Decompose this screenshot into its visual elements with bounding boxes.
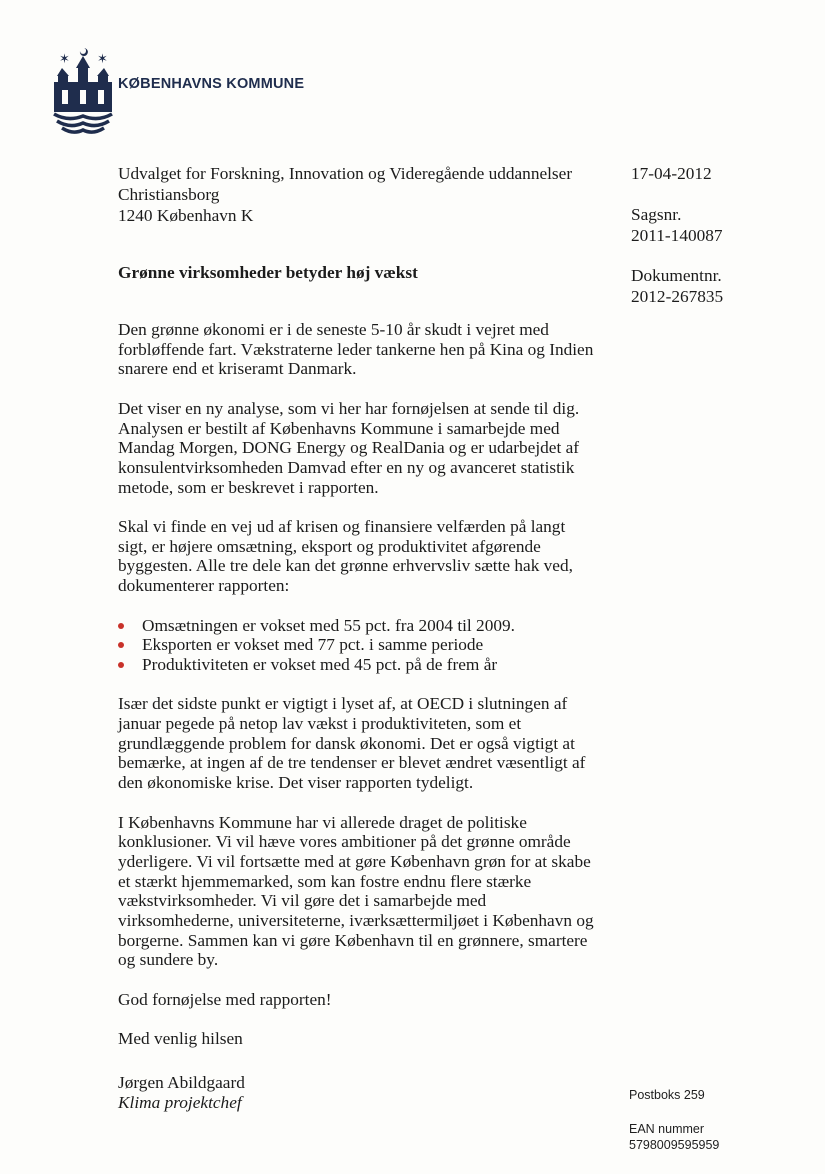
recipient-line: Udvalget for Forskning, Innovation og Videregående uddannelser — [118, 164, 573, 183]
paragraph: Den grønne økonomi er i de seneste 5-10 år skudt i vejret med forbløffende fart. Vækstraterne leder tankerne hen på Kina og Indien snarere end et kriseramt Danmark. — [118, 320, 594, 379]
document-meta — [631, 163, 723, 326]
paragraph: I Københavns Kommune har vi allerede draget de politiske konklusioner. Vi vil hæve vores ambitioner på det grønne område yderligere. Vi vil fortsætte med at gøre København grøn for at skabe et stærkt hjemmemarked, som kan fostre endnu flere stærke vækstvirksomheder. Vi vil gøre det i samarbejde med virksomhederne, universiteterne, iværksættermiljøet i København og borgerne. Sammen kan vi gøre København til en grønnere, smartere og sundere by. — [118, 812, 594, 970]
svg-text:✶: ✶ — [97, 52, 108, 67]
bullet-icon — [118, 662, 124, 668]
bullet-icon — [118, 642, 124, 648]
paragraph: Det viser en ny analyse, som vi her har fornøjelsen at sende til dig. Analysen er bestilt af Københavns Kommune i samarbejde med Mandag Morgen, DONG Energy og RealDania og er udarbejdet af konsulentvirksomheden Damvad efter en ny og avanceret statistik metode, som er beskrevet i rapporten. — [118, 398, 580, 497]
svg-text:✶: ✶ — [59, 52, 70, 67]
recipient-address — [118, 163, 572, 226]
document-number-label: Dokumentnr. — [631, 266, 722, 285]
list-item — [118, 616, 598, 636]
recipient-line: Christiansborg — [118, 185, 220, 204]
list-item-text: Eksporten er vokset med 77 pct. i samme periode — [142, 635, 484, 655]
paragraph: Skal vi finde en vej ud af krisen og finansiere velfærden på langt sigt, er højere omsætning, eksport og produktivitet afgørende byggesten. Alle tre dele kan det grønne erhvervsliv sætte hak ved, dokumenterer rapporten: — [118, 517, 573, 596]
signature-name: Jørgen Abildgaard — [118, 1073, 245, 1092]
case-number-label: Sagsnr. — [631, 205, 682, 224]
list-item-text: Omsætningen er vokset med 55 pct. fra 2004 til 2009. — [142, 615, 515, 635]
postbox: Postboks 259 — [629, 1088, 705, 1102]
list-item-text: Produktiviteten er vokset med 45 pct. på de frem år — [142, 654, 498, 674]
paragraph: God fornøjelse med rapporten! — [118, 989, 332, 1009]
case-number: 2011-140087 — [631, 226, 723, 245]
ean-number: 5798009595959 — [629, 1138, 720, 1152]
recipient-line: 1240 København K — [118, 206, 254, 225]
closing: Med venlig hilsen — [118, 1029, 243, 1049]
footer-info — [629, 1087, 719, 1153]
signature-title: Klima projektchef — [118, 1093, 242, 1112]
document-number: 2012-267835 — [631, 287, 724, 306]
bullet-icon — [118, 623, 124, 629]
letter-body — [118, 320, 598, 1069]
organization-name: KØBENHAVNS KOMMUNE — [118, 76, 305, 92]
ean-label: EAN nummer — [629, 1122, 705, 1136]
list-item — [118, 655, 598, 675]
list-item — [118, 635, 598, 655]
letter-subject: Grønne virksomheder betyder høj vækst — [118, 263, 418, 282]
paragraph: Især det sidste punkt er vigtigt i lyset af, at OECD i slutningen af januar pegede på netop lav vækst i produktiviteten, som et grundlæggende problem for dansk økonomi. Det er også vigtigt at bemærke, at ingen af de tre tendenser er blevet ændret væsentligt af den økonomiske krise. Det viser rapporten tydeligt. — [118, 694, 586, 793]
letter-date: 17-04-2012 — [631, 164, 712, 183]
copenhagen-coat-of-arms-icon — [48, 46, 118, 138]
bullet-list — [118, 616, 598, 675]
